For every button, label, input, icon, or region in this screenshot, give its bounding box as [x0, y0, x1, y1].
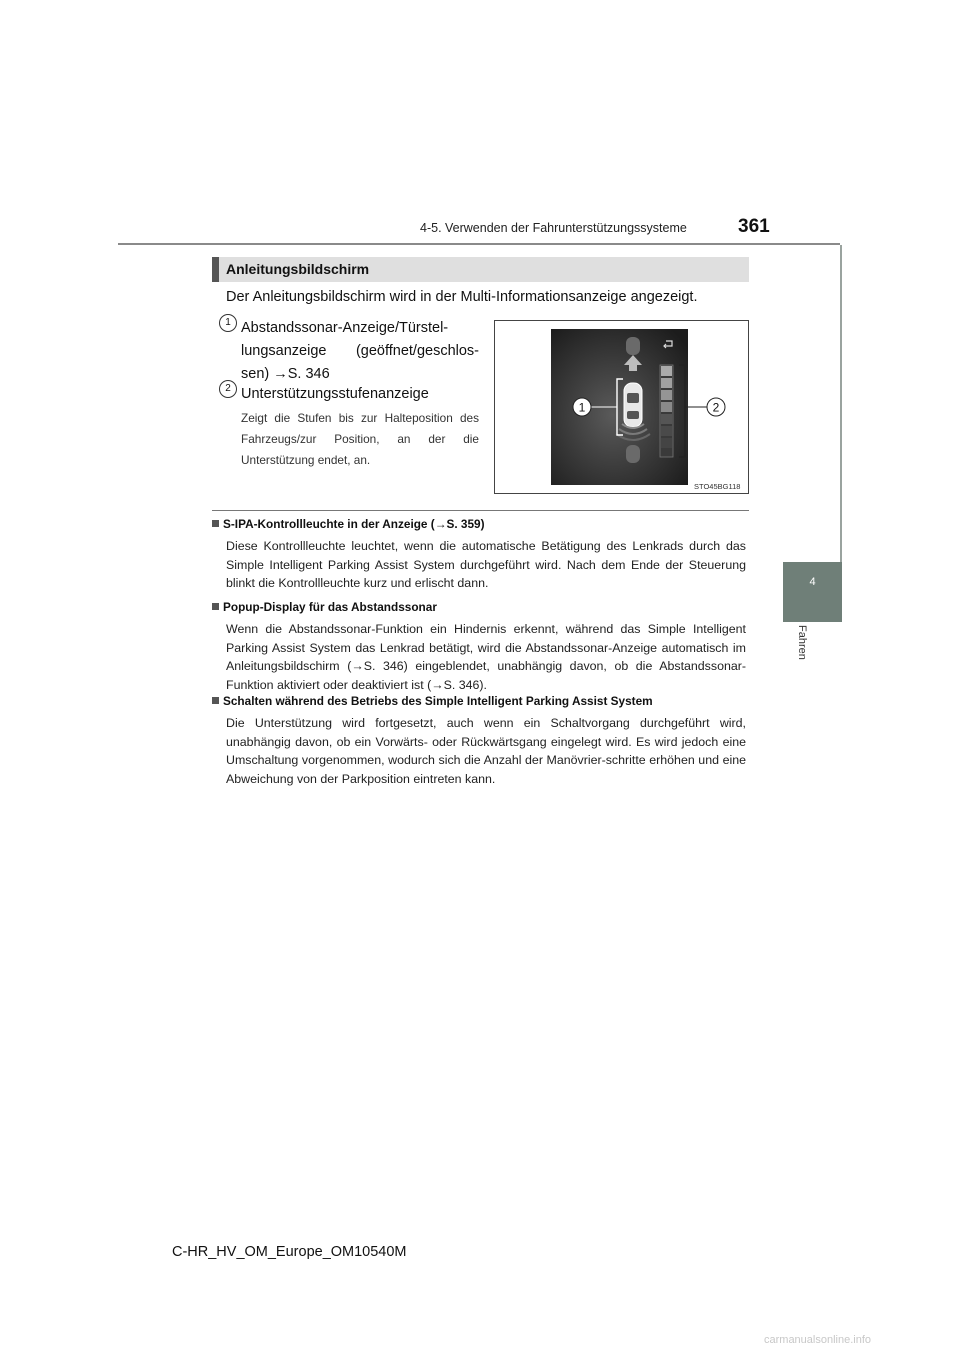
header-section-title: 4-5. Verwenden der Fahrunterstützungssysteme — [420, 221, 687, 235]
item-number-2: 2 — [219, 380, 237, 398]
page-number: 361 — [738, 216, 770, 237]
item-1-text — [241, 317, 479, 386]
note-1-heading — [212, 517, 485, 531]
target-car-top — [626, 337, 640, 355]
section-title: Anleitungsbildschirm — [226, 261, 370, 277]
item-1-line-1: Abstandssonar-Anzeige/Türstel- — [241, 320, 449, 336]
item-1-line-3: sen) →S. 346 — [241, 366, 330, 382]
item-2-title: Unterstützungsstufenanzeige — [241, 386, 429, 402]
section-divider — [212, 510, 749, 511]
note-2-heading — [212, 600, 437, 614]
item-1-line-2a: lungsanzeige — [241, 343, 327, 359]
note-1-heading-text: S-IPA-Kontrollleuchte in der Anzeige (→S. 359) — [223, 517, 485, 531]
note-1-body: Diese Kontrollleuchte leuchtet, wenn die automatische Betätigung des Lenkrads durch das Simple Intelligent Parking Assist System durchgeführt wird. Nach dem Ende der Steuerung blinkt die Kontrollleuchte kurz und erlischt dann. — [226, 539, 746, 590]
guidance-screen-figure — [494, 320, 749, 494]
bullet-square-icon — [212, 603, 219, 610]
figure-code: STO45BG118 — [694, 482, 741, 491]
footer-watermark: carmanualsonline.info — [764, 1334, 872, 1346]
figure-illustration — [495, 321, 748, 493]
assist-level-bar — [660, 365, 673, 457]
target-car-bottom — [626, 445, 640, 463]
chapter-tab — [783, 562, 842, 622]
header-rule — [118, 243, 840, 245]
note-3-body: Die Unterstützung wird fortgesetzt, auch wenn ein Schaltvorgang durchgeführt wird, unabhängig davon, ob ein Vorwärts- oder Rückwärtsgang eingelegt wird. Es wird jedoch eine Umschaltung vorgenommen, wodurch sich die Anzahl der Manövrier-schritte erhöhen und eine Abweichung von der Parkposition eintreten kann. — [226, 716, 746, 786]
section-bar-marker — [212, 257, 219, 282]
item-2-description: Zeigt die Stufen bis zur Halteposition des Fahrzeugs/zur Position, an der die Unterstützung endet, an. — [241, 411, 479, 467]
item-1-line-2 — [241, 340, 479, 363]
bullet-square-icon — [212, 697, 219, 704]
note-2-heading-text: Popup-Display für das Abstandssonar — [223, 600, 437, 614]
own-vehicle — [624, 383, 642, 427]
side-rule — [840, 245, 842, 562]
item-1-line-2b: (geöffnet/geschlos- — [355, 343, 479, 359]
chapter-number: 4 — [809, 576, 816, 588]
section-intro: Der Anleitungsbildschirm wird in der Multi-Informationsanzeige angezeigt. — [226, 289, 698, 305]
note-2-body: Wenn die Abstandssonar-Funktion ein Hindernis erkennt, während das Simple Intelligent Parking Assist System das Lenkrad betätigt, wird die Abstandssonar-Anzeige automatisch im Anleitungsbildschirm (→S. 346) eingeblendet, unabhängig davon, ob die Abstandssonar-Funktion aktiviert oder deaktiviert ist (→S. 346). — [226, 622, 746, 692]
note-3-heading — [212, 694, 653, 708]
note-3-heading-text: Schalten während des Betriebs des Simple Intelligent Parking Assist System — [223, 694, 653, 708]
callout-2: 2 — [712, 400, 720, 415]
bullet-square-icon — [212, 520, 219, 527]
item-number-1: 1 — [219, 314, 237, 332]
callout-1: 1 — [578, 400, 586, 415]
footer-doc-id: C-HR_HV_OM_Europe_OM10540M — [172, 1244, 407, 1260]
chapter-label: Fahren — [796, 625, 808, 660]
